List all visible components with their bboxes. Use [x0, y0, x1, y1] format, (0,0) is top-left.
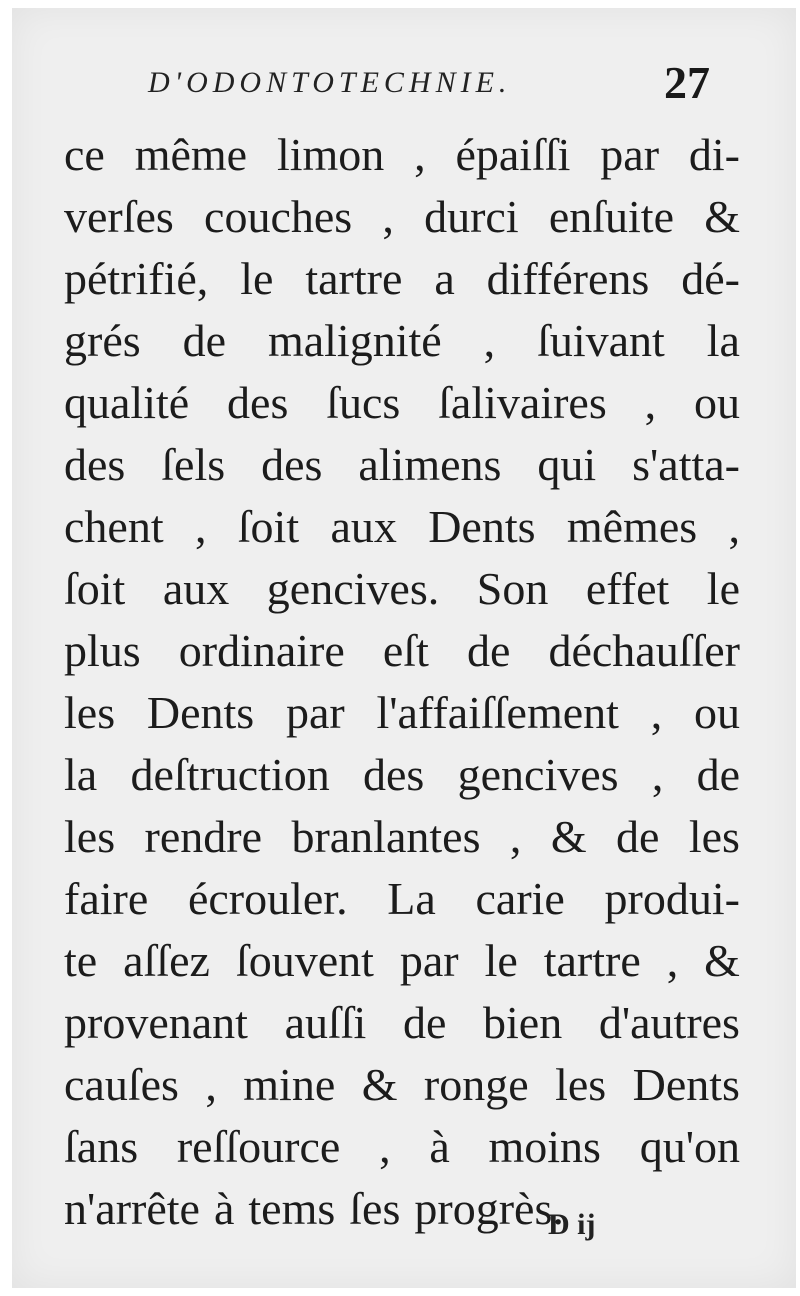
word: branlantes — [291, 811, 481, 862]
word: , — [194, 501, 207, 552]
word: , — [644, 377, 657, 428]
word: verſes — [64, 191, 174, 242]
word: te — [64, 935, 98, 986]
word: & — [704, 191, 740, 242]
word: , — [205, 1059, 217, 1110]
word: , — [382, 191, 394, 242]
word: les — [64, 811, 116, 862]
word: grés — [64, 315, 141, 366]
word: différens — [486, 253, 650, 304]
text-line — [64, 434, 740, 496]
word: cauſes — [64, 1059, 179, 1110]
word: qu'on — [639, 1121, 740, 1172]
word: ou — [693, 687, 740, 738]
text-line — [64, 186, 740, 248]
word: qualité — [64, 377, 190, 428]
text-line — [64, 868, 740, 930]
word: n'arrête — [64, 1183, 200, 1234]
word: l'affaiſſement — [376, 687, 619, 738]
word: Dents — [632, 1059, 740, 1110]
word: la — [706, 315, 740, 366]
word: reſſource — [176, 1121, 341, 1172]
word: plus — [64, 625, 141, 676]
word: de — [466, 625, 511, 676]
text-line — [64, 124, 740, 186]
word: de — [616, 811, 660, 862]
word: d'autres — [598, 997, 740, 1048]
word: les — [64, 687, 116, 738]
word: a — [434, 253, 455, 304]
text-line — [64, 1054, 740, 1116]
word: di- — [688, 129, 740, 180]
word: tartre — [305, 253, 403, 304]
text-line — [64, 496, 740, 558]
word: le — [706, 563, 740, 614]
word: ſouvent — [235, 935, 374, 986]
word: bien — [483, 997, 563, 1048]
word: des — [363, 749, 425, 800]
word: des — [227, 377, 289, 428]
text-line — [64, 310, 740, 372]
text-line — [64, 992, 740, 1054]
word: couches — [204, 191, 353, 242]
word: ronge — [423, 1059, 529, 1110]
word: , — [509, 811, 522, 862]
text-line — [64, 930, 740, 992]
word: gencives. — [266, 563, 440, 614]
word: Dents — [428, 501, 536, 552]
word: la — [64, 749, 98, 800]
word: Son — [476, 563, 549, 614]
running-title: D'ODONTOTECHNIE. — [148, 66, 512, 99]
word: rendre — [144, 811, 263, 862]
word: même — [134, 129, 248, 180]
word: pétrifié, — [64, 253, 209, 304]
word: durci — [424, 191, 519, 242]
word: par — [600, 129, 660, 180]
word: ſalivaires — [438, 377, 607, 428]
word: les — [555, 1059, 607, 1110]
word: s'atta- — [632, 439, 740, 490]
text-line — [64, 806, 740, 868]
word: de — [696, 749, 740, 800]
word: à — [213, 1183, 235, 1234]
word: , — [414, 129, 426, 180]
word: La — [387, 873, 436, 924]
word: épaiſſi — [455, 129, 571, 180]
word: progrès. — [414, 1183, 564, 1234]
text-line — [64, 620, 740, 682]
page-number: 27 — [664, 57, 710, 108]
running-head — [0, 57, 800, 112]
text-line — [64, 558, 740, 620]
word: provenant — [64, 997, 248, 1048]
word: aſſez — [123, 935, 210, 986]
word: tartre — [543, 935, 641, 986]
word: aux — [162, 563, 230, 614]
word: le — [240, 253, 274, 304]
word: enſuite — [548, 191, 675, 242]
word: par — [399, 935, 459, 986]
word: dé- — [681, 253, 740, 304]
word: chent — [64, 501, 164, 552]
word: ſes — [349, 1183, 401, 1234]
word: aux — [330, 501, 397, 552]
word: & — [361, 1059, 398, 1110]
word: , — [483, 315, 496, 366]
scan-margin — [0, 0, 12, 1296]
word: le — [484, 935, 518, 986]
text-line — [64, 1116, 740, 1178]
word: ou — [693, 377, 740, 428]
word: , — [728, 501, 740, 552]
text-line — [64, 1178, 740, 1240]
word: alimens — [358, 439, 502, 490]
word: des — [64, 439, 126, 490]
word: ce — [64, 129, 105, 180]
word: les — [688, 811, 740, 862]
word: produi- — [604, 873, 740, 924]
word: tems — [248, 1183, 336, 1234]
word: ſuivant — [537, 315, 665, 366]
text-line — [64, 248, 740, 310]
word: deſtruction — [130, 749, 330, 800]
word: ſucs — [326, 377, 401, 428]
word: effet — [585, 563, 670, 614]
word: , — [379, 1121, 391, 1172]
word: malignité — [267, 315, 442, 366]
word: & — [550, 811, 587, 862]
word: qui — [537, 439, 597, 490]
word: & — [704, 935, 740, 986]
word: faire — [64, 873, 149, 924]
word: carie — [475, 873, 565, 924]
word: de — [182, 315, 226, 366]
word: déchauſſer — [548, 625, 740, 676]
word: eſt — [382, 625, 429, 676]
word: auſſi — [284, 997, 367, 1048]
text-line — [64, 744, 740, 806]
word: limon — [276, 129, 385, 180]
word: de — [402, 997, 447, 1048]
word: ſoit — [237, 501, 300, 552]
word: gencives — [457, 749, 619, 800]
word: , — [651, 749, 664, 800]
word: , — [666, 935, 679, 986]
word: ſoit — [64, 563, 126, 614]
word: des — [261, 439, 323, 490]
word: à — [429, 1121, 450, 1172]
word: mêmes — [566, 501, 698, 552]
word: écrouler. — [187, 873, 348, 924]
word: , — [650, 687, 663, 738]
body-text — [64, 124, 740, 1240]
word: moins — [488, 1121, 601, 1172]
text-line — [64, 682, 740, 744]
text-line — [64, 372, 740, 434]
signature-mark: D ij — [548, 1208, 596, 1241]
word: Dents — [146, 687, 255, 738]
word: ſans — [64, 1121, 139, 1172]
word: par — [285, 687, 345, 738]
word: ordinaire — [178, 625, 345, 676]
word: ſels — [161, 439, 226, 490]
word: mine — [243, 1059, 336, 1110]
